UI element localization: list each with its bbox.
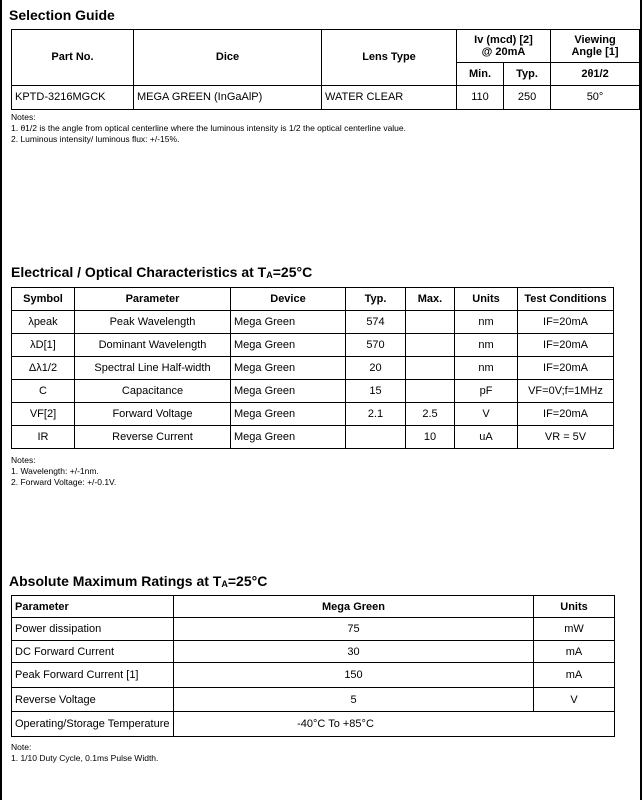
parameter-cell: Spectral Line Half-width bbox=[75, 357, 231, 380]
table-row bbox=[12, 640, 615, 662]
units-cell: nm bbox=[455, 311, 518, 334]
parameter-cell: Operating/Storage Temperature bbox=[12, 712, 174, 737]
header-angle-symbol: 2θ1/2 bbox=[551, 63, 640, 85]
note-line: 2. Forward Voltage: +/-0.1V. bbox=[11, 477, 117, 487]
selection-notes bbox=[11, 112, 406, 145]
notes-heading: Notes: bbox=[11, 112, 36, 122]
symbol-cell: Δλ1/2 bbox=[12, 357, 75, 380]
units-cell: nm bbox=[455, 334, 518, 357]
col-device: Device bbox=[231, 288, 346, 311]
parameter-cell: Capacitance bbox=[75, 380, 231, 403]
device-cell: Mega Green bbox=[231, 426, 346, 449]
symbol-cell: λpeak bbox=[12, 311, 75, 334]
header-part-no: Part No. bbox=[12, 30, 134, 86]
test-cell: IF=20mA bbox=[518, 334, 614, 357]
typ-cell bbox=[346, 426, 406, 449]
device-cell: Mega Green bbox=[231, 380, 346, 403]
test-cell: VF=0V;f=1MHz bbox=[518, 380, 614, 403]
parameter-cell: Reverse Current bbox=[75, 426, 231, 449]
selection-guide-title: Selection Guide bbox=[9, 7, 115, 23]
table-row bbox=[12, 403, 614, 426]
header-viewing-angle: Viewing Angle [1] bbox=[551, 30, 640, 63]
col-units: Units bbox=[534, 596, 615, 618]
value-cell: 5 bbox=[174, 687, 534, 712]
typ-cell: 20 bbox=[346, 357, 406, 380]
units-cell: uA bbox=[455, 426, 518, 449]
table-row bbox=[12, 334, 614, 357]
col-parameter: Parameter bbox=[75, 288, 231, 311]
part-number: KPTD-3216MGCK bbox=[12, 85, 134, 109]
col-mega-green: Mega Green bbox=[174, 596, 534, 618]
parameter-cell: DC Forward Current bbox=[12, 640, 174, 662]
iv-min-value: 110 bbox=[457, 85, 504, 109]
symbol-cell: VF[2] bbox=[12, 403, 75, 426]
col-symbol: Symbol bbox=[12, 288, 75, 311]
typ-cell: 2.1 bbox=[346, 403, 406, 426]
max-cell bbox=[406, 311, 455, 334]
max-cell bbox=[406, 357, 455, 380]
parameter-cell: Power dissipation bbox=[12, 618, 174, 640]
value-cell: 30 bbox=[174, 640, 534, 662]
table-row bbox=[12, 618, 615, 640]
symbol-cell: IR bbox=[12, 426, 75, 449]
notes-heading: Note: bbox=[11, 742, 32, 752]
note-line: 1. Wavelength: +/-1nm. bbox=[11, 466, 99, 476]
symbol-cell: λD[1] bbox=[12, 334, 75, 357]
note-line: 1. θ1/2 is the angle from optical centerline where the luminous intensity is 1/2 the optical centerline value. bbox=[11, 123, 407, 133]
viewing-angle-value: 50° bbox=[551, 85, 640, 109]
units-cell: mW bbox=[534, 618, 615, 640]
max-cell: 10 bbox=[406, 426, 455, 449]
max-cell bbox=[406, 380, 455, 403]
typ-cell: 15 bbox=[346, 380, 406, 403]
test-cell: IF=20mA bbox=[518, 311, 614, 334]
header-typ: Typ. bbox=[504, 63, 551, 85]
symbol-cell: C bbox=[12, 380, 75, 403]
units-cell: mA bbox=[534, 663, 615, 688]
note-line: 1. 1/10 Duty Cycle, 0.1ms Pulse Width. bbox=[11, 753, 159, 763]
table-row bbox=[12, 357, 614, 380]
parameter-cell: Reverse Voltage bbox=[12, 687, 174, 712]
selection-guide-table bbox=[11, 29, 640, 110]
parameter-cell: Dominant Wavelength bbox=[75, 334, 231, 357]
units-cell: pF bbox=[455, 380, 518, 403]
dice-value: MEGA GREEN (InGaAlP) bbox=[134, 85, 322, 109]
col-units: Units bbox=[455, 288, 518, 311]
device-cell: Mega Green bbox=[231, 334, 346, 357]
col-test-conditions: Test Conditions bbox=[518, 288, 614, 311]
typ-cell: 574 bbox=[346, 311, 406, 334]
units-cell: nm bbox=[455, 357, 518, 380]
col-typ: Typ. bbox=[346, 288, 406, 311]
absolute-ratings-table bbox=[11, 595, 615, 737]
table-row bbox=[12, 687, 615, 712]
test-cell: VR = 5V bbox=[518, 426, 614, 449]
test-cell: IF=20mA bbox=[518, 357, 614, 380]
absolute-notes bbox=[11, 742, 158, 764]
units-cell: V bbox=[455, 403, 518, 426]
units-cell: V bbox=[534, 687, 615, 712]
iv-typ-value: 250 bbox=[504, 85, 551, 109]
test-cell: IF=20mA bbox=[518, 403, 614, 426]
col-parameter: Parameter bbox=[12, 596, 174, 618]
table-row bbox=[12, 663, 615, 688]
max-cell: 2.5 bbox=[406, 403, 455, 426]
value-cell: -40°C To +85°C bbox=[174, 712, 615, 737]
table-row bbox=[12, 712, 615, 737]
header-iv: Iv (mcd) [2] @ 20mA bbox=[457, 30, 551, 63]
notes-heading: Notes: bbox=[11, 455, 36, 465]
page-border-right bbox=[640, 0, 642, 800]
max-cell bbox=[406, 334, 455, 357]
table-header-row bbox=[12, 596, 615, 618]
device-cell: Mega Green bbox=[231, 357, 346, 380]
table-row bbox=[12, 380, 614, 403]
absolute-ratings-title: Absolute Maximum Ratings at $T_A=25^\circ C$ bbox=[9, 573, 268, 589]
electrical-title: Electrical / Optical Characteristics at $T_A=25^\circ C$ bbox=[11, 264, 313, 280]
typ-cell: 570 bbox=[346, 334, 406, 357]
electrical-notes bbox=[11, 455, 116, 488]
lens-type-value: WATER CLEAR bbox=[322, 85, 457, 109]
table-row bbox=[12, 426, 614, 449]
header-dice: Dice bbox=[134, 30, 322, 86]
page-border-left bbox=[0, 0, 2, 800]
header-lens-type: Lens Type bbox=[322, 30, 457, 86]
parameter-cell: Peak Wavelength bbox=[75, 311, 231, 334]
table-header-row bbox=[12, 288, 614, 311]
header-min: Min. bbox=[457, 63, 504, 85]
electrical-table bbox=[11, 287, 614, 449]
parameter-cell: Peak Forward Current [1] bbox=[12, 663, 174, 688]
device-cell: Mega Green bbox=[231, 311, 346, 334]
table-row bbox=[12, 311, 614, 334]
value-cell: 150 bbox=[174, 663, 534, 688]
parameter-cell: Forward Voltage bbox=[75, 403, 231, 426]
units-cell: mA bbox=[534, 640, 615, 662]
note-line: 2. Luminous intensity/ luminous flux: +/-15%. bbox=[11, 134, 180, 144]
col-max: Max. bbox=[406, 288, 455, 311]
value-cell: 75 bbox=[174, 618, 534, 640]
device-cell: Mega Green bbox=[231, 403, 346, 426]
